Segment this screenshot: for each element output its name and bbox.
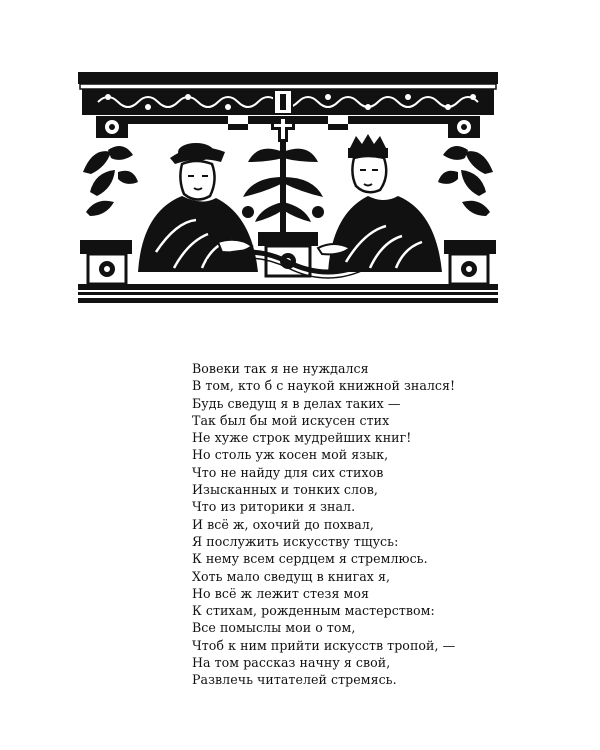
poem-line: Изысканных и тонких слов, — [192, 482, 378, 498]
poem-line: Что из риторики я знал. — [192, 499, 356, 515]
poem-line: Но столь уж косен мой язык, — [192, 447, 389, 463]
poem-line: Не хуже строк мудрейших книг! — [192, 430, 412, 446]
woodcut-illustration — [78, 72, 498, 304]
poem-line: К нему всем сердцем я стремлюсь. — [192, 551, 428, 567]
poem-line: Но всё ж лежит стезя моя — [192, 585, 369, 601]
woodcut-frieze — [78, 72, 498, 304]
poem-line: И всё ж, охочий до похвал, — [192, 516, 374, 532]
poem-line: Я послужить искусству тщусь: — [192, 533, 399, 549]
poem-line: В том, кто б с наукой книжной знался! — [192, 378, 456, 394]
poem-line: Так был бы мой искусен стих — [192, 412, 390, 428]
poem-line: На том рассказ начну я свой, — [192, 655, 391, 671]
poem-line: Развлечь читателей стремясь. — [192, 672, 397, 688]
poem-line: Все помыслы мои о том, — [192, 620, 356, 636]
poem-line: Будь сведущ я в делах таких — — [192, 395, 401, 411]
poem-line: Чтоб к ним прийти искусств тропой, — — [192, 637, 456, 653]
poem-line: К стихам, рожденным мастерством: — [192, 603, 435, 619]
poem-line: Что не найду для сих стихов — [192, 464, 384, 480]
poem-text — [192, 360, 512, 689]
poem-line: Хоть мало сведущ в книгах я, — [192, 568, 391, 584]
poem-line: Вовеки так я не нуждался — [192, 361, 369, 376]
